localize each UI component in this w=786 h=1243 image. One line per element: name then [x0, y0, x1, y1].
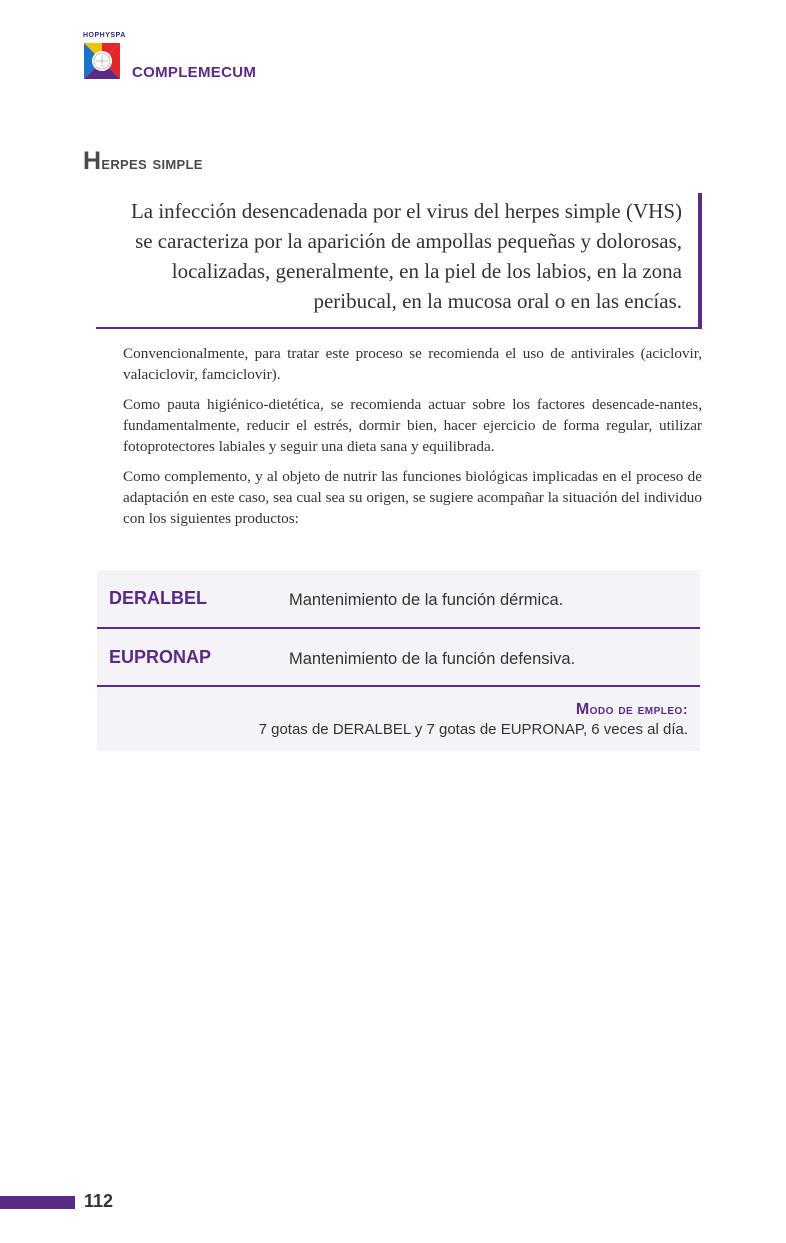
intro-horizontal-rule [96, 327, 702, 329]
logo-icon [84, 43, 120, 79]
usage-text: 7 gotas de DERALBEL y 7 gotas de EUPRONAP, 6 veces al día. [258, 721, 688, 738]
usage-title: Modo de empleo: [575, 701, 688, 718]
intro-line: peribucal, en la mucosa oral o en las encías. [313, 289, 682, 313]
paragraph: Convencionalmente, para tratar este proceso se recomienda el uso de antivirales (aciclovir, valaciclovir, famciclovir). [123, 345, 702, 383]
paragraph: Como pauta higiénico-dietética, se recomienda actuar sobre los factores desencade-nantes, fundamentalmente, reducir el estrés, dormir bien, hacer ejercicio de forma regular, utilizar fotoprotectores labiales y seguir una dieta sana y equilibrada. [123, 396, 702, 455]
row-divider [97, 685, 700, 687]
product-name: EUPRONAP [109, 647, 212, 667]
product-description: Mantenimiento de la función defensiva. [289, 650, 576, 668]
product-row [97, 570, 700, 626]
page-number: 112 [84, 1191, 114, 1211]
header-title: COMPLEMECUM [132, 64, 257, 81]
products-box [97, 570, 700, 751]
intro-line: se caracteriza por la aparición de ampollas pequeñas y dolorosas, [135, 229, 682, 253]
section-title: Herpes simple [83, 147, 203, 175]
product-row [97, 629, 700, 685]
product-name: DERALBEL [109, 588, 207, 608]
product-description: Mantenimiento de la función dérmica. [289, 591, 564, 609]
intro-vertical-rule [698, 193, 702, 328]
intro-line: localizadas, generalmente, en la piel de los labios, en la zona [171, 259, 682, 283]
brand-label: HOPHYSPA [83, 32, 126, 39]
body-text [123, 343, 702, 538]
intro-text [98, 196, 682, 316]
intro-line: La infección desencadenada por el virus del herpes simple (VHS) [130, 199, 682, 223]
footer-bar [0, 1196, 75, 1209]
paragraph: Como complemento, y al objeto de nutrir las funciones biológicas implicadas en el proceso de adaptación en este caso, sea cual sea su origen, se sugiere acompañar la situación del individuo con los siguientes productos: [123, 468, 702, 527]
